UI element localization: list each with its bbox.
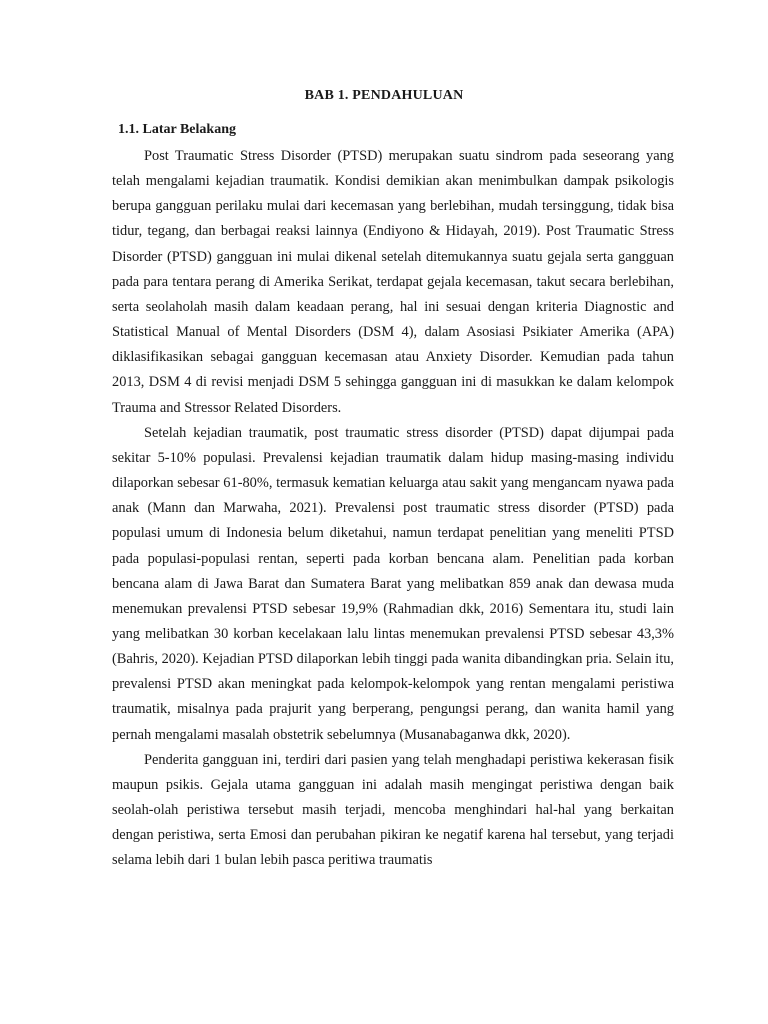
chapter-title: BAB 1. PENDAHULUAN: [304, 88, 464, 103]
paragraph: Penderita gangguan ini, terdiri dari pasien yang telah menghadapi peristiwa kekerasan fisik maupun psikis. Gejala utama gangguan ini adalah masih mengingat peristiwa dengan baik seolah-olah peristiwa tersebut masih terjadi, mencoba menghindari hal-hal yang berkaitan dengan peristiwa, serta Emosi dan perubahan pikiran ke negatif karena hal tersebut, yang terjadi selama lebih dari 1 bulan lebih pasca peritiwa traumatis: [112, 751, 674, 869]
paragraph: Setelah kejadian traumatik, post traumatic stress disorder (PTSD) dapat dijumpai pada sekitar 5-10% populasi. Prevalensi kejadian traumatik dalam hidup masing-masing individu dilaporkan sebesar 61-80%, termasuk kematian keluarga atau sakit yang mengancam nyawa pada anak (Mann dan Marwaha, 2021). Prevalensi post traumatic stress disorder (PTSD) pada populasi umum di Indonesia belum diketahui, namun terdapat penelitian yang meneliti PTSD pada populasi-populasi rentan, seperti pada korban bencana alam. Penelitian pada korban bencana alam di Jawa Barat dan Sumatera Barat yang melibatkan 859 anak dan dewasa muda menemukan prevalensi PTSD sebesar 19,9% (Rahmadian dkk, 2016) Sementara itu, studi lain yang melibatkan 30 korban kecelakaan lalu lintas menemukan prevalensi PTSD sebesar 43,3% (Bahris, 2020). Kejadian PTSD dilaporkan lebih tinggi pada wanita dibandingkan pria. Selain itu, prevalensi PTSD akan meningkat pada kelompok-kelompok yang rentan mengalami peristiwa traumatik, misalnya pada prajurit yang berperang, pengungsi perang, dan wanita hamil yang pernah mengalami masalah obstetrik sebelumnya (Musanabaganwa dkk, 2020).: [112, 424, 674, 743]
section-heading: 1.1. Latar Belakang: [118, 122, 236, 137]
paragraph: Post Traumatic Stress Disorder (PTSD) merupakan suatu sindrom pada seseorang yang telah mengalami kejadian traumatik. Kondisi demikian akan menimbulkan dampak psikologis berupa gangguan perilaku mulai dari kecemasan yang berlebihan, mudah tersinggung, tidak bisa tidur, tegang, dan berbagai reaksi lainnya (Endiyono & Hidayah, 2019). Post Traumatic Stress Disorder (PTSD) gangguan ini mulai dikenal setelah ditemukannya suatu gejala serta gangguan pada para tentara perang di Amerika Serikat, terdapat gejala kecemasan, takut secara berlebihan, serta seolaholah masih dalam keadaan perang, hal ini sesuai dengan kriteria Diagnostic and Statistical Manual of Mental Disorders (DSM 4), dalam Asosiasi Psikiater Amerika (APA) diklasifikasikan sebagai gangguan kecemasan atau Anxiety Disorder. Kemudian pada tahun 2013, DSM 4 di revisi menjadi DSM 5 sehingga gangguan ini di masukkan ke dalam kelompok Trauma and Stressor Related Disorders.: [112, 148, 674, 416]
body-text: [112, 144, 674, 874]
